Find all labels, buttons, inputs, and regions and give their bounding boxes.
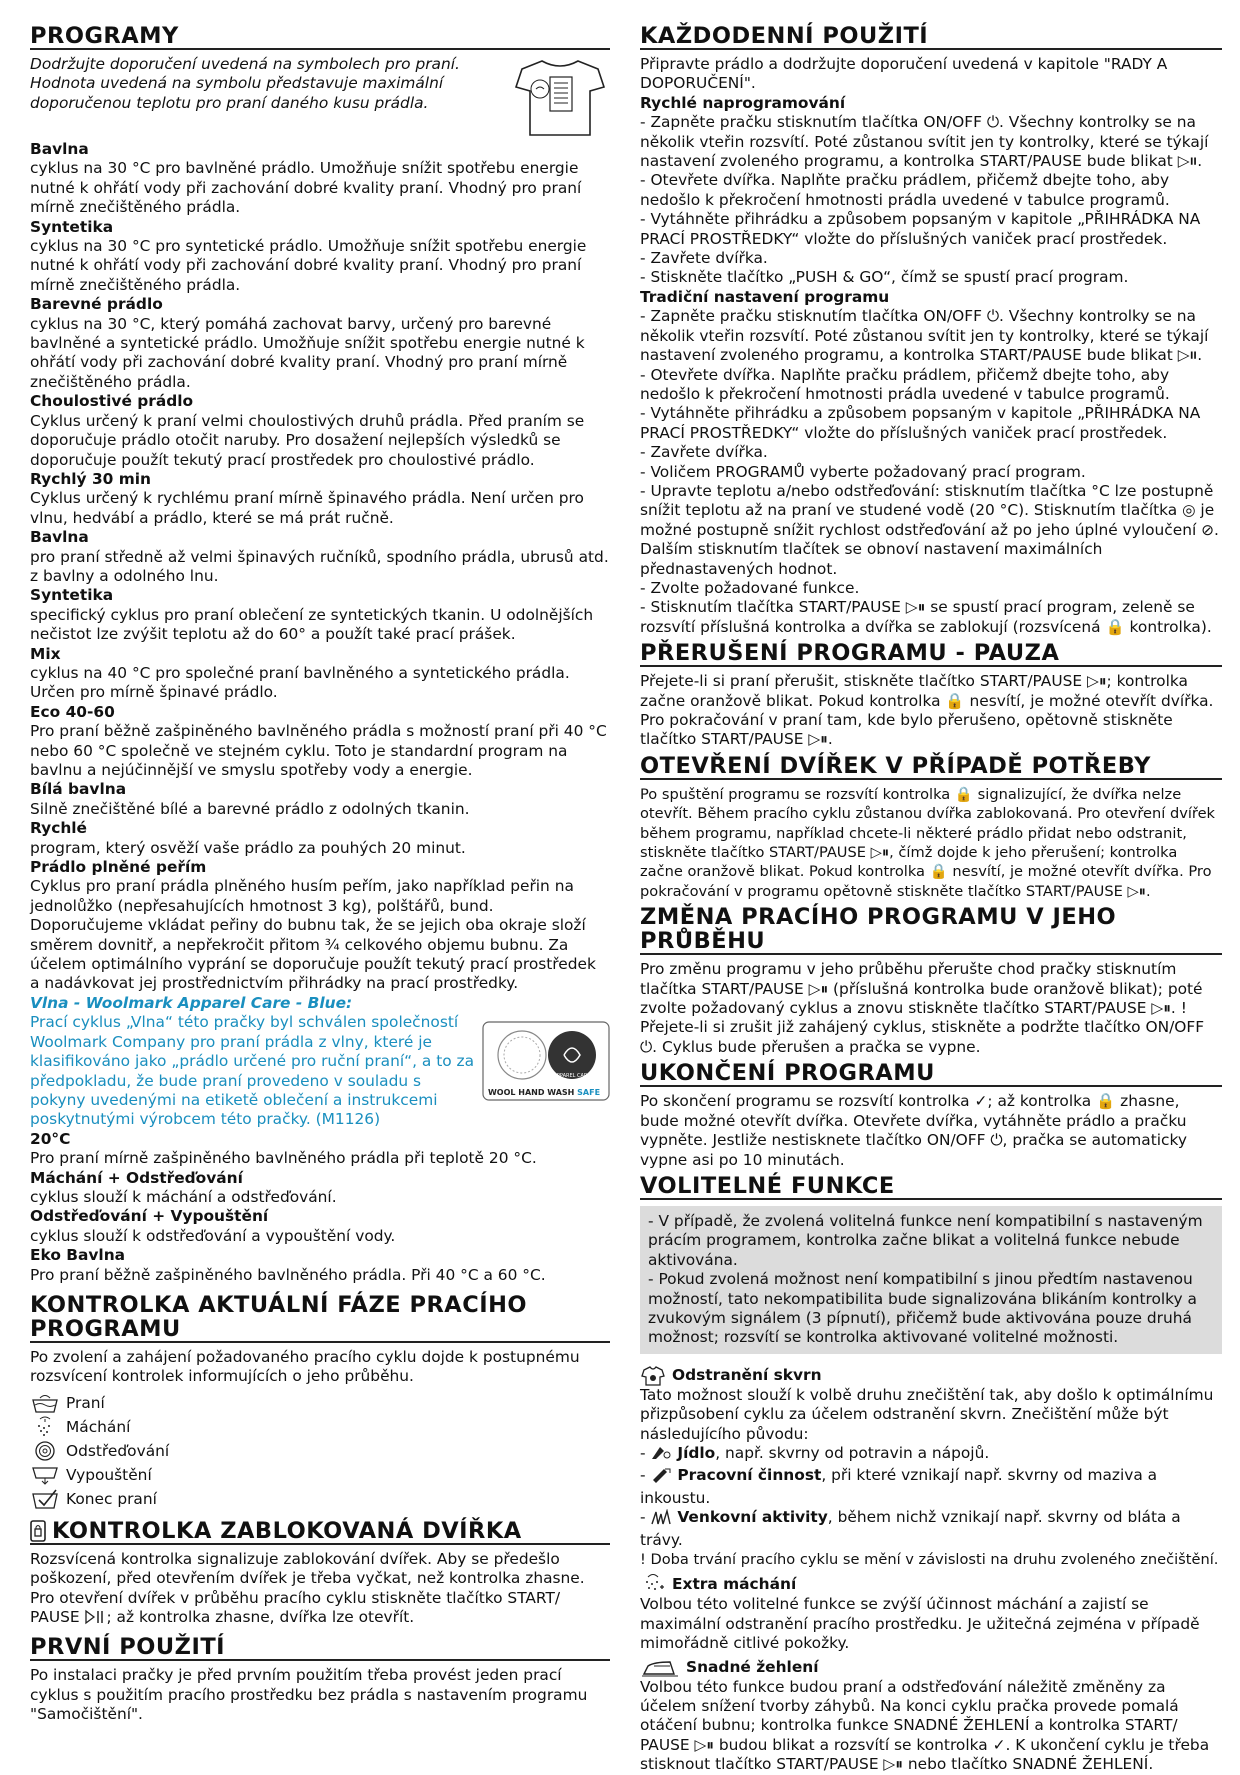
program-item <box>30 586 610 644</box>
options-note-box <box>640 1206 1222 1354</box>
program-name: Rychlý 30 min <box>30 469 151 488</box>
extra-rinse-text: Volbou této volitelné funkce se zvýší účinnost máchání a zajistí se maximální odstranění pracího prostředku. Je užitečná zejména v případě mimořádně citlivé pokožky. <box>640 1595 1200 1653</box>
program-desc: Cyklus určený k rychlému praní mírně špinavého prádla. Není určen pro vlnu, hedvábí a prádlo, které se má prát ručně. <box>30 489 584 527</box>
stain-type-text: , při které vznikají např. skvrny od maziva a inkoustu. <box>640 1466 1158 1507</box>
stain-removal-icon <box>640 1366 666 1386</box>
stain-type-item: - Pracovní činnost, při které vznikají např. skvrny od maziva a inkoustu. <box>640 1466 1158 1507</box>
section-title-preruseni: PŘERUŠENÍ PROGRAMU - PAUZA <box>640 639 1222 667</box>
tradicni-step: - Vytáhněte přihrádku a způsobem popsaným v kapitole „PŘIHRÁDKA NA PRACÍ PROSTŘEDKY“ vložte do příslušných vaniček prací prostředek. <box>640 404 1201 442</box>
shirt-care-label-icon <box>510 55 610 140</box>
program-item <box>30 1169 610 1208</box>
phase-label: Odstřeďování <box>66 1441 170 1460</box>
program-item <box>30 645 610 703</box>
spin-icon <box>30 1440 60 1462</box>
phase-list <box>30 1391 610 1511</box>
right-column <box>640 22 1222 1775</box>
tradicni-step: - Stisknutím tlačítka START/PAUSE ▷⏸ se spustí prací program, zeleně se rozsvítí příslušná kontrolka a dvířka se zablokují (rozsvícená 🔒 kontrolka). <box>640 598 1212 636</box>
program-desc: cyklus slouží k odstřeďování a vypouštění vody. <box>30 1226 396 1245</box>
program-name: Choulostivé prádlo <box>30 392 194 411</box>
phase-label: Praní <box>66 1393 105 1412</box>
ukonceni-text: Po skončení programu se rozsvítí kontrolka ✓; až kontrolka 🔒 zhasne, bude možné otevřít dvířka. Otevřete dvířka, vytáhněte prádlo a pračku vypněte. Jestliže nestisknete tlačítko ON/OFF ⏻, pračka se automaticky vypne asi po 10 minutách. <box>640 1092 1187 1169</box>
outdoor-icon <box>650 1509 672 1530</box>
tradicni-step: - Otevřete dvířka. Naplňte pračku prádlem, přičemž dbejte toho, aby nedošlo k překročení hmotnosti prádla uvedené v tabulce programů. <box>640 365 1170 403</box>
tradicni-title: Tradiční nastavení programu <box>640 287 890 306</box>
badge-top-text: APPAREL CARE <box>553 1073 591 1080</box>
rychle-step: - Otevřete dvířka. Naplňte pračku prádlem, přičemž dbejte toho, aby nedošlo k překročení hmotnosti prádla uvedené v tabulce programů. <box>640 171 1170 209</box>
prvni-text: Po instalaci pračky je před prvním použitím třeba provést jeden prací cyklus s použitím pracího prostředku bez prádla s nastavením programu "Samočištění". <box>30 1666 588 1724</box>
otevreni-text: Po spuštění programu se rozsvítí kontrolka 🔒 signalizující, že dvířka nelze otevřít. Během pracího cyklu zůstanou dvířka zablokovaná. Pro otevření dvířek během programu, například chcete-li některé prádlo přidat nebo odstranit, stiskněte tlačítko START/PAUSE ▷⏸, čímž dojde k jeho přerušení; kontrolka začne oranžově blikat. Pokud kontrolka 🔒 nesvítí, je možné otevřít dvířka. Pro pokračování v programu opětovně stiskněte tlačítko START/PAUSE ▷⏸. <box>640 785 1216 900</box>
food-icon <box>650 1445 672 1466</box>
stain-type-item: - Venkovní aktivity, během nichž vznikají např. skvrny od bláta a trávy. <box>640 1508 1181 1549</box>
easy-iron-header <box>640 1658 1222 1678</box>
program-name: Máchání + Odstřeďování <box>30 1168 243 1187</box>
door-lock-icon <box>30 1520 46 1542</box>
left-column <box>30 22 610 1725</box>
phase-label: Máchání <box>66 1417 131 1436</box>
options-note: - Pokud zvolená možnost není kompatibilní s jinou předtím nastavenou možností, tato nekompatibilita bude signalizována blikáním kontrolky a zvukovým signálem (3 pípnutí), přičemž bude aktivována pouze druhá možnost; rozsvítí se kontrolka aktivované volitelné možnosti. <box>648 1270 1197 1347</box>
start-pause-icon <box>84 1609 106 1625</box>
dvirka-text-a: Rozsvícená kontrolka signalizuje zablokování dvířek. Aby se předešlo poškození, před otevřením dvířek je třeba vyčkat, než kontrolka zhasne. Pro otevření dvířek v průběhu pracího cyklu stiskněte tlačítko START/ PAUSE <box>30 1549 585 1626</box>
options-note: - V případě, že zvolená volitelná funkce není kompatibilní s nastaveným prácím programem, kontrolka začne blikat a volitelná funkce nebude aktivována. <box>648 1211 1203 1269</box>
section-title-dvirka <box>30 1517 610 1545</box>
programy-intro <box>30 55 610 140</box>
woolmark-title: Vlna - Woolmark Apparel Care - Blue: <box>30 993 353 1012</box>
program-name: Eco 40-60 <box>30 702 115 721</box>
woolmark-body <box>30 1013 610 1129</box>
badge-bottom-a: WOOL HAND WASH <box>487 1088 578 1098</box>
section-title-zmena: ZMĚNA PRACÍHO PROGRAMU V JEHO PRŮBĚHU <box>640 903 1222 955</box>
program-name: Eko Bavlna <box>30 1246 126 1265</box>
stain-type-label: Venkovní aktivity <box>677 1508 828 1527</box>
program-desc: pro praní středně až velmi špinavých ručníků, spodního prádla, ubrusů atd. z bavlny a odolného lnu. <box>30 547 609 585</box>
easy-iron-text: Volbou této funkce budou praní a odstřeďování náležitě změněny za účelem snížení tvorby záhybů. Na konci cyklu pračka provede pomalá otáčení bubnu; kontrolka funkce SNADNÉ ŽEHLENÍ a kontrolka START/ PAUSE ▷⏸ budou blikat a rozsvítí se kontrolka ✓. K ukončení cyklu je třeba stisknout tlačítko START/PAUSE ▷⏸ nebo tlačítko SNADNÉ ŽEHLENÍ. <box>640 1677 1210 1774</box>
program-item <box>30 1246 610 1285</box>
rychle-step: - Zapněte pračku stisknutím tlačítka ON/OFF ⏻. Všechny kontrolky se na několik vteřin rozsvítí. Poté zůstanou svítit jen ty kontrolky, které se týkají nastavení zvoleného programu, a kontrolka START/PAUSE bude blikat ▷⏸. <box>640 113 1209 171</box>
extra-rinse-title: Extra máchání <box>672 1574 797 1593</box>
tradicni-step: - Voličem PROGRAMŮ vyberte požadovaný prací program. <box>640 462 1086 481</box>
wash-icon <box>30 1392 60 1414</box>
stain-option-title: Odstranění skvrn <box>672 1366 822 1385</box>
program-desc: Cyklus pro praní prádla plněného husím peřím, jako například peřin na jednolůžko (nepřesahujících hmotnost 3 kg), polštářů, bund. Doporučujeme vkládat peřiny do bubnu tak, že se jejich oba okraje složí směrem dovnitř, a nepřekročit přitom ¾ celkového objemu bubnu. Za účelem optimálního vyprání se doporučuje použít tekutý prací prostředek a nadávkovat jej prostřednictvím přihrádky na prací prostředky. <box>30 877 596 993</box>
program-desc: cyklus na 40 °C pro společné praní bavlněného a syntetického prádla. Určen pro mírně špinavé prádlo. <box>30 663 570 702</box>
section-title-programy: PROGRAMY <box>30 22 610 50</box>
program-desc: program, který osvěží vaše prádlo za pouhých 20 minut. <box>30 838 466 857</box>
programy-intro-text: Dodržujte doporučení uvedená na symbolech pro praní. Hodnota uvedená na symbolu představuje maximální doporučenou teplotu pro praní daného kusu prádla. <box>30 55 460 112</box>
drain-icon <box>30 1464 60 1486</box>
tradicni-step: - Zapněte pračku stisknutím tlačítka ON/OFF ⏻. Všechny kontrolky se na několik vteřin rozsvítí. Poté zůstanou svítit jen ty kontrolky, které se týkají nastavení zvoleného programu, a kontrolka START/PAUSE bude blikat ▷⏸. <box>640 307 1209 365</box>
phase-label: Konec praní <box>66 1489 157 1508</box>
phase-label: Vypouštění <box>66 1465 152 1484</box>
program-name: Syntetika <box>30 586 114 605</box>
phase-item <box>30 1463 610 1487</box>
extra-rinse-header <box>640 1573 1222 1595</box>
program-item <box>30 470 610 528</box>
program-item <box>30 218 610 296</box>
stain-type-label: Pracovní činnost <box>677 1466 822 1485</box>
woolmark-text: Prací cyklus „Vlna“ této pračky byl schválen společností Woolmark Company pro praní prádla z vlny, které je klasifikováno jako „prádlo určené pro ruční praní“, a to za předpokladu, že bude praní provedeno v souladu s pokyny uvedenými na etiketě oblečení a instrukcemi poskytnutými výrobcem této pračky. (M1126) <box>30 1013 475 1129</box>
program-desc: specifický cyklus pro praní oblečení ze syntetických tkanin. U odolnějších nečistot lze zvýšit teplotu až do 60° a použít také prací prášek. <box>30 605 594 644</box>
program-item <box>30 295 610 392</box>
phase-item <box>30 1439 610 1463</box>
tradicni-step: - Zvolte požadované funkce. <box>640 578 860 597</box>
stain-type-label: Jídlo <box>677 1443 716 1462</box>
stain-duration-note: ! Doba trvání pracího cyklu se mění v závislosti na druhu zvoleného znečištění. <box>640 1551 1219 1568</box>
phase-item <box>30 1415 610 1439</box>
program-item <box>30 780 610 819</box>
program-desc: cyklus slouží k máchání a odstřeďování. <box>30 1187 337 1206</box>
program-item <box>30 140 610 218</box>
preruseni-text: Přejete-li si praní přerušit, stiskněte tlačítko START/PAUSE ▷⏸; kontrolka začne oranžově blikat. Pokud kontrolka 🔒 nesvítí, je možné otevřít dvířka. Pro pokračování v praní tam, kde bylo přerušeno, opětovně stiskněte tlačítko START/PAUSE ▷⏸. <box>640 672 1214 749</box>
program-item <box>30 858 610 994</box>
program-name: Bílá bavlna <box>30 780 127 799</box>
program-desc: cyklus na 30 °C pro bavlněné prádlo. Umožňuje snížit spotřebu energie nutné k ohřátí vody při zachování dobré kvality praní. Vhodný pro praní mírně znečištěného prádla. <box>30 159 582 217</box>
program-name: Rychlé <box>30 819 87 838</box>
woolmark-section <box>30 994 610 1130</box>
program-item <box>30 819 610 858</box>
program-desc: Cyklus určený k praní velmi choulostivých druhů prádla. Před praním se doporučuje prádlo otočit naruby. Pro dosažení nejlepších výsledků se doporučuje použít tekutý prací prostředek pro choulostivé prádlo. <box>30 411 585 469</box>
program-desc: Pro praní mírně zašpiněného bavlněného prádla při teplotě 20 °C. <box>30 1149 537 1168</box>
program-name: Odstřeďování + Vypouštění <box>30 1207 269 1226</box>
tradicni-step: - Upravte teplotu a/nebo odstřeďování: stisknutím tlačítka °C lze postupně snížit teplotu až na praní ve studené vodě (20 °C). Stisknutím tlačítka ◎ je možné postupně snížit rychlost odstřeďování až po jeho úplné vyloučení ⊘. Dalším stisknutím tlačítek se obnoví nastavení maximálních přednastavených hodnot. <box>640 481 1219 578</box>
program-item <box>30 528 610 586</box>
program-desc: Pro praní běžně zašpiněného bavlněného prádla s možností praní při 40 °C nebo 60 °C společně ve stejném cyklu. Toto je standardní program na bavlnu a nejúčinnější ve smyslu spotřeby vody a energie. <box>30 722 607 779</box>
section-title-volitelne: VOLITELNÉ FUNKCE <box>640 1172 1222 1200</box>
work-icon <box>650 1467 672 1488</box>
rinse-icon <box>30 1416 60 1438</box>
program-name: Mix <box>30 644 61 663</box>
badge-bottom-b: SAFE <box>577 1088 601 1098</box>
phase-item <box>30 1487 610 1511</box>
program-name: Bavlna <box>30 140 89 158</box>
dvirka-text <box>30 1550 610 1628</box>
tradicni-step: - Zavřete dvířka. <box>640 443 768 462</box>
section-title-kazdodenni: KAŽDODENNÍ POUŽITÍ <box>640 22 1222 50</box>
program-name: Bavlna <box>30 528 89 547</box>
easy-iron-icon <box>640 1658 680 1678</box>
extra-rinse-icon <box>640 1573 666 1595</box>
rychle-step: - Vytáhněte přihrádku a způsobem popsaným v kapitole „PŘIHRÁDKA NA PRACÍ PROSTŘEDKY“ vložte do příslušných vaniček prací prostředek. <box>640 210 1201 248</box>
phase-item <box>30 1391 610 1415</box>
rychle-title: Rychlé naprogramování <box>640 93 846 112</box>
program-list-2 <box>30 1130 610 1285</box>
dvirka-text-b: ; až kontrolka zhasne, dvířka lze otevřít. <box>106 1608 415 1626</box>
section-title-prvni: PRVNÍ POUŽITÍ <box>30 1633 610 1661</box>
program-desc: cyklus na 30 °C pro syntetické prádlo. Umožňuje snížit spotřebu energie nutné k ohřátí vody při zachování dobré kvality praní. Vhodný pro praní mírně znečištěného prádla. <box>30 237 587 294</box>
program-item <box>30 1207 610 1246</box>
rychle-step: - Stiskněte tlačítko „PUSH & GO“, čímž se spustí prací program. <box>640 268 1129 287</box>
kazdodenni-intro: Připravte prádlo a dodržujte doporučení uvedená v kapitole "RADY A DOPORUČENÍ". <box>640 55 1168 93</box>
rychle-step: - Zavřete dvířka. <box>640 249 768 268</box>
program-item <box>30 703 610 781</box>
zmena-text: Pro změnu programu v jeho průběhu přerušte chod pračky stisknutím tlačítka START/PAUSE ▷⏸ (příslušná kontrolka bude oranžově blikat); poté zvolte požadovaný cyklus a znovu stiskněte tlačítko START/PAUSE ▷⏸. ! Přejete-li si zrušit již zahájený cyklus, stiskněte a podržte tlačítko ON/OFF ⏻. Cyklus bude přerušen a pračka se vypne. <box>640 960 1205 1056</box>
stain-option-header <box>640 1366 1222 1386</box>
program-item <box>30 392 610 470</box>
program-desc: Pro praní běžně zašpiněného bavlněného prádla. Při 40 °C a 60 °C. <box>30 1265 546 1284</box>
easy-iron-title: Snadné žehlení <box>686 1657 819 1676</box>
program-desc: Silně znečištěné bílé a barevné prádlo z odolných tkanin. <box>30 799 470 818</box>
stain-type-text: , během nichž vznikají např. skvrny od bláta a trávy. <box>640 1508 1181 1549</box>
program-name: 20°C <box>30 1129 71 1148</box>
program-name: Syntetika <box>30 217 114 236</box>
section-title-otevreni: OTEVŘENÍ DVÍŘEK V PŘÍPADĚ POTŘEBY <box>640 752 1222 780</box>
section-title-kontrolka: KONTROLKA AKTUÁLNÍ FÁZE PRACÍHO PROGRAMU <box>30 1291 610 1343</box>
section-title-ukonceni: UKONČENÍ PROGRAMU <box>640 1059 1222 1087</box>
program-desc: cyklus na 30 °C, který pomáhá zachovat barvy, určený pro barevné bavlněné a syntetické prádlo. Umožňuje snížit spotřebu energie nutné k ohřátí vody při zachování dobré kvality praní. Vhodný pro praní mírně znečištěného prádla. <box>30 314 585 391</box>
program-name: Prádlo plněné peřím <box>30 858 207 877</box>
program-item <box>30 1130 610 1169</box>
dvirka-title-text: KONTROLKA ZABLOKOVANÁ DVÍŘKA <box>52 1517 522 1544</box>
stain-type-text: , např. skvrny od potravin a nápojů. <box>715 1443 990 1462</box>
stain-type-item: - Jídlo, např. skvrny od potravin a nápojů. <box>640 1444 1222 1466</box>
woolmark-badge-icon <box>482 1021 610 1101</box>
program-list <box>30 140 610 994</box>
stain-option-text: Tato možnost slouží k volbě druhu znečištění tak, aby došlo k optimálnímu přizpůsobení cyklu za účelem odstranění skvrn. Znečištění může být následujícího původu: <box>640 1385 1214 1443</box>
badge-bottom-text <box>488 1088 600 1097</box>
kontrolka-text: Po zvolení a zahájení požadovaného pracího cyklu dojde k postupnému rozsvícení kontrolek informujících o jeho průběhu. <box>30 1347 580 1386</box>
end-check-icon <box>30 1488 60 1510</box>
program-name: Barevné prádlo <box>30 295 163 314</box>
